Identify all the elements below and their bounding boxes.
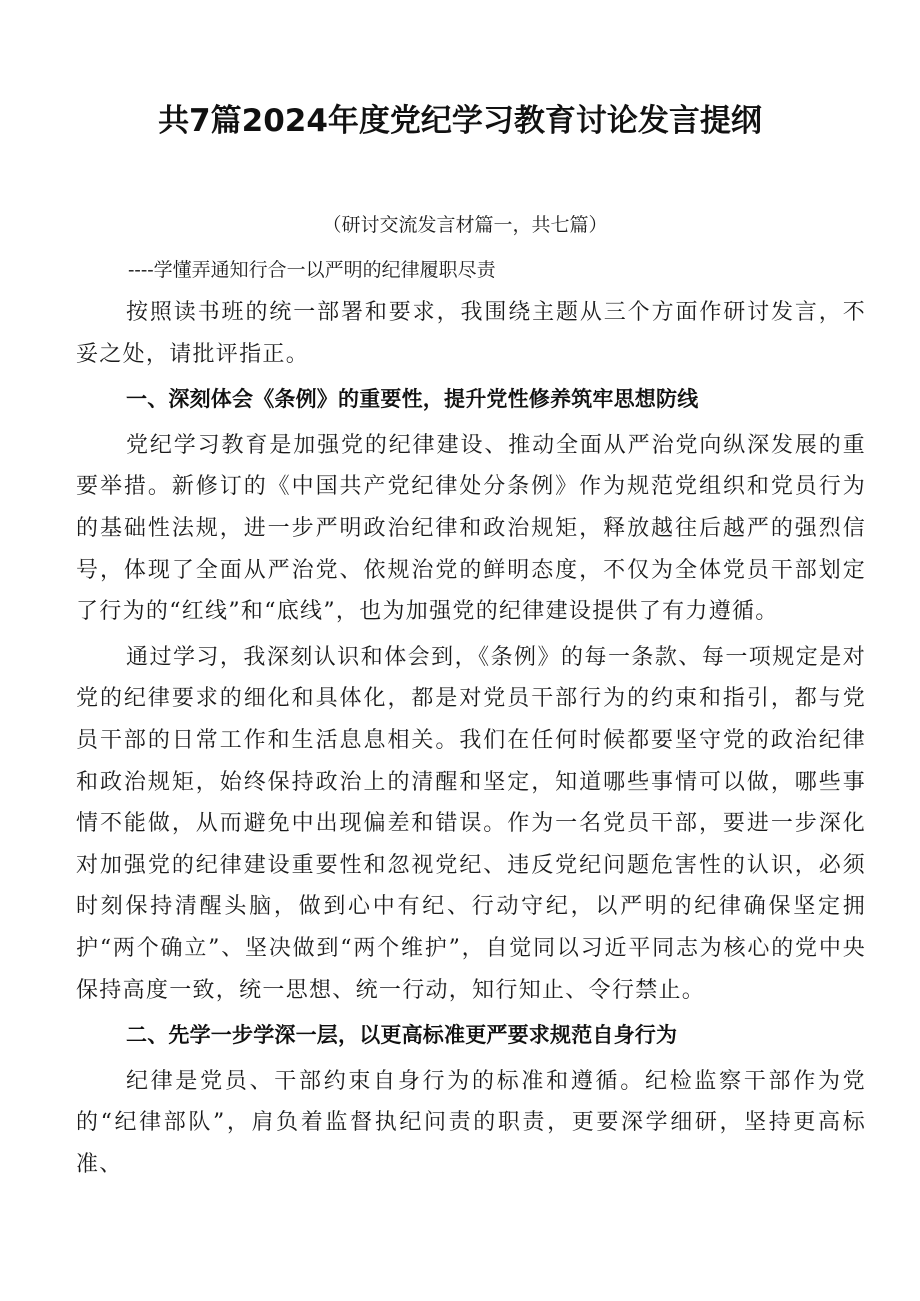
- section-1-heading: 一、深刻体会《条例》的重要性，提升党性修养筑牢思想防线: [126, 387, 699, 412]
- intro-paragraph: 按照读书班的统一部署和要求，我围绕主题从三个方面作研讨发言，不妥之处，请批评指正。: [76, 300, 866, 367]
- section-1-paragraph-2: 通过学习，我深刻认识和体会到，《条例》的每一条款、每一项规定是对党的纪律要求的细化和具体化，都是对党员干部行为的约束和指引，都与党员干部的日常工作和生活息息相关。我们在任何时候都要坚守党的政治纪律和政治规矩，始终保持政治上的清醒和坚定，知道哪些事情可以做，哪些事情不能做，从而避免中出现偏差和错误。作为一名党员干部，要进一步深化对加强党的纪律建设重要性和忽视党纪、违反党纪问题危害性的认识，必须时刻保持清醒头脑，做到心中有纪、行动守纪，以严明的纪律确保坚定拥护“两个确立”、坚决做到“两个维护”，自觉同以习近平同志为核心的党中央保持高度一致，统一思想、统一行动，知行知止、令行禁止。: [76, 644, 866, 1003]
- section-1-paragraph-1: 党纪学习教育是加强党的纪律建设、推动全面从严治党向纵深发展的重要举措。新修订的《中国共产党纪律处分条例》作为规范党组织和党员行为的基础性法规，进一步严明政治纪律和政治规矩，释放越往后越严的强烈信号，体现了全面从严治党、依规治党的鲜明态度，不仅为全体党员干部划定了行为的“红线”和“底线”，也为加强党的纪律建设提供了有力遵循。: [76, 432, 866, 625]
- document-motto: ----学懂弄通知行合一以严明的纪律履职尽责: [128, 259, 496, 281]
- document-body: [76, 292, 866, 1189]
- section-2-heading: 二、先学一步学深一层，以更高标准更严要求规范自身行为: [126, 1023, 678, 1048]
- document-title: 共7篇2024年度党纪学习教育讨论发言提纲: [158, 103, 762, 139]
- document-subtitle: （研讨交流发言材篇一，共七篇）: [322, 214, 608, 236]
- section-2-paragraph-1: 纪律是党员、干部约束自身行为的标准和遵循。纪检监察干部作为党的“纪律部队”，肩负着监督执纪问责的职责，更要深学细研，坚持更高标准、: [76, 1068, 866, 1177]
